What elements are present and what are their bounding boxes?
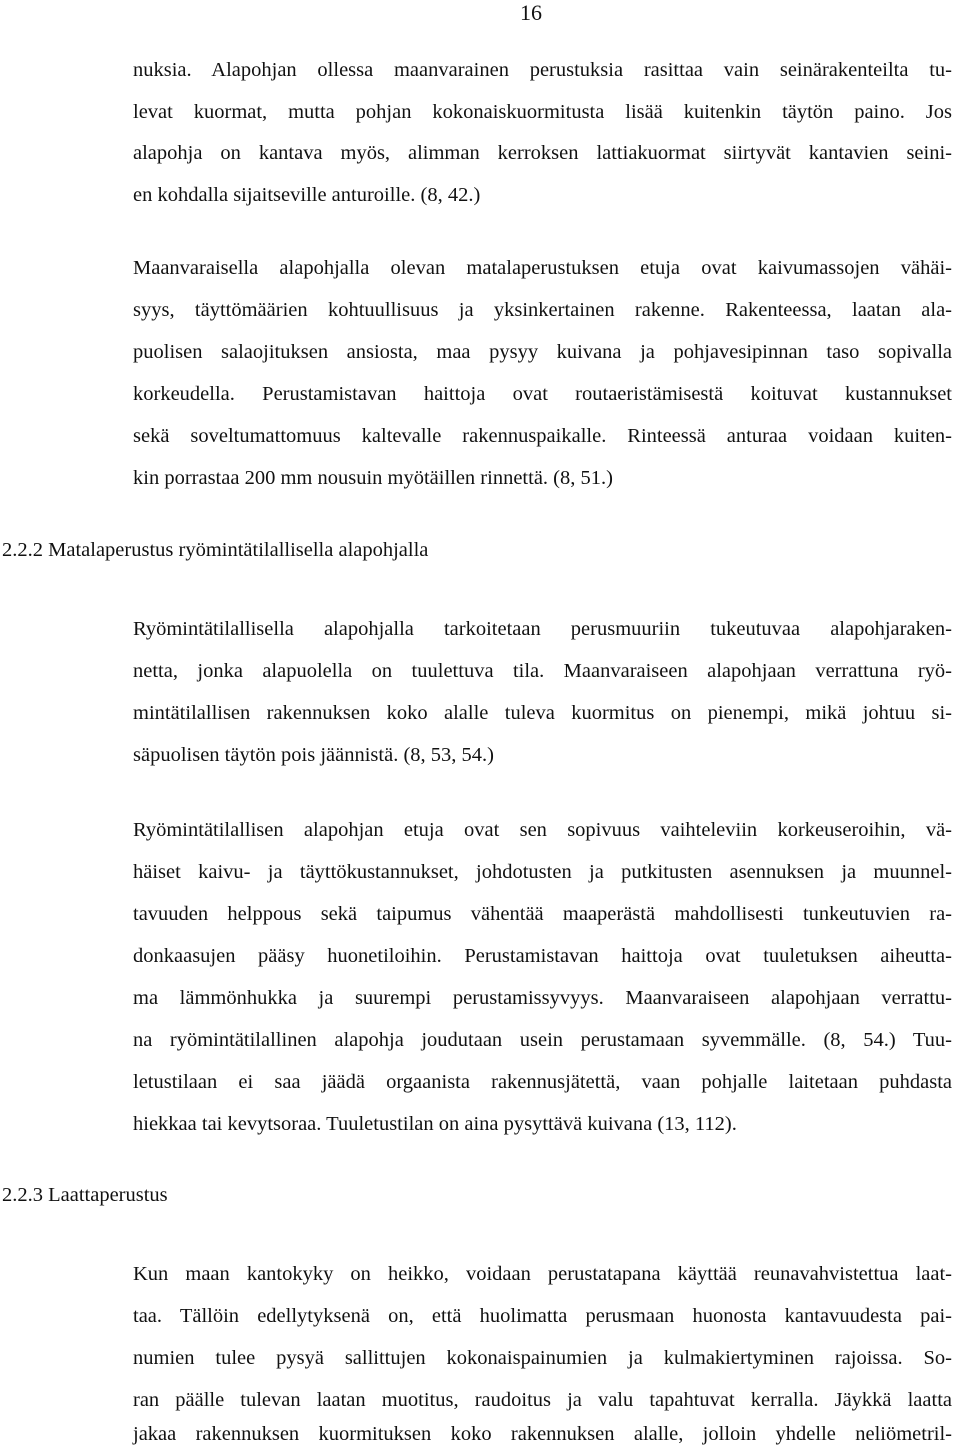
text-line: puolisen salaojituksen ansiosta, maa pysyy kuivana ja pohjavesipinnan taso sopivalla <box>133 341 952 363</box>
text-line: alapohja on kantava myös, alimman kerroksen lattiakuormat siirtyvät kantavien seini- <box>133 142 952 164</box>
text-line: na ryömintätilallinen alapohja joudutaan usein perustamaan syvemmälle. (8, 54.) Tuu- <box>133 1029 952 1051</box>
text-line: Maanvaraisella alapohjalla olevan matalaperustuksen etuja ovat kaivumassojen vähäi- <box>133 257 952 279</box>
text-line: en kohdalla sijaitseville anturoille. (8, 42.) <box>133 184 481 206</box>
text-line: ma lämmönhukka ja suurempi perustamissyvyys. Maanvaraiseen alapohjaan verrattu- <box>133 987 952 1009</box>
text-line: tavuuden helppous sekä taipumus vähentää maaperästä mahdollisesti tunkeutuvien ra- <box>133 903 952 925</box>
text-line: netta, jonka alapuolella on tuulettuva tila. Maanvaraiseen alapohjaan verrattuna ryö- <box>133 660 952 682</box>
text-line: hiekkaa tai kevytsoraa. Tuuletustilan on aina pysyttävä kuivana (13, 112). <box>133 1113 737 1135</box>
text-line: syys, täyttömäärien kohtuullisuus ja yksinkertainen rakenne. Rakenteessa, laatan ala- <box>133 299 952 321</box>
text-line: ran päälle tulevan laatan muotitus, raudoitus ja valu tapahtuvat kerralla. Jäykkä laatta <box>133 1389 952 1411</box>
text-line: sekä soveltumattomuus kaltevalle rakennuspaikalle. Rinteessä anturaa voidaan kuiten- <box>133 425 952 447</box>
section-heading-2-2-2: 2.2.2 Matalaperustus ryömintätilallisella alapohjalla <box>2 539 429 561</box>
text-line: taa. Tällöin edellytyksenä on, että huolimatta perusmaan huonosta kantavuudesta pai- <box>133 1305 952 1327</box>
text-line: jakaa rakennuksen kuormituksen koko rakennuksen alalle, jolloin yhdelle neliömetril- <box>133 1423 952 1445</box>
text-line: häiset kaivu- ja täyttökustannukset, johdotusten ja putkitusten asennuksen ja muunnel- <box>133 861 952 883</box>
text-line: donkaasujen pääsy huonetiloihin. Perustamistavan haittoja ovat tuuletuksen aiheutta- <box>133 945 952 967</box>
text-line: nuksia. Alapohjan ollessa maanvarainen perustuksia rasittaa vain seinärakenteilta tu- <box>133 59 952 81</box>
text-line: säpuolisen täytön pois jäännistä. (8, 53, 54.) <box>133 744 494 766</box>
text-line: letustilaan ei saa jäädä orgaanista rakennusjätettä, vaan pohjalle laitetaan puhdasta <box>133 1071 952 1093</box>
text-line: levat kuormat, mutta pohjan kokonaiskuormitusta lisää kuitenkin täytön paino. Jos <box>133 101 952 123</box>
text-line: Kun maan kantokyky on heikko, voidaan perustatapana käyttää reunavahvistettua laat- <box>133 1263 952 1285</box>
text-line: Ryömintätilallisen alapohjan etuja ovat sen sopivuus vaihteleviin korkeuseroihin, vä- <box>133 819 952 841</box>
text-line: numien tulee pysyä sallittujen kokonaispainumien ja kulmakiertyminen rajoissa. So- <box>133 1347 952 1369</box>
section-heading-2-2-3: 2.2.3 Laattaperustus <box>2 1184 168 1206</box>
page-number: 16 <box>520 0 542 25</box>
text-line: Ryömintätilallisella alapohjalla tarkoitetaan perusmuuriin tukeutuvaa alapohjaraken- <box>133 618 952 640</box>
text-line: mintätilallisen rakennuksen koko alalle tuleva kuormitus on pienempi, mikä johtuu si- <box>133 702 952 724</box>
text-line: korkeudella. Perustamistavan haittoja ovat routaeristämisestä koituvat kustannukset <box>133 383 952 405</box>
text-line: kin porrastaa 200 mm nousuin myötäillen rinnettä. (8, 51.) <box>133 467 613 489</box>
